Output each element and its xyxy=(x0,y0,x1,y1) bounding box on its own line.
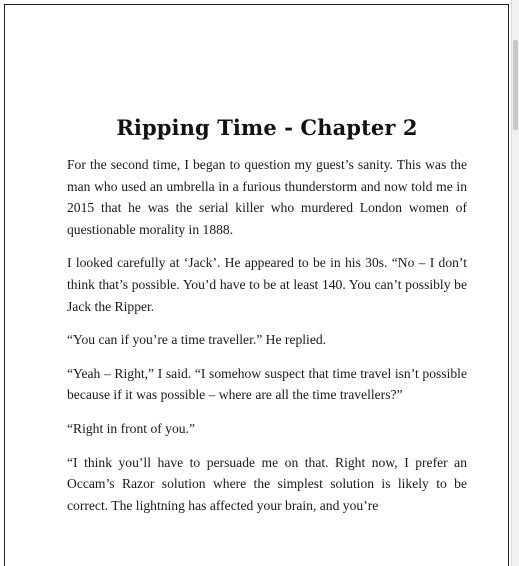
paragraph: “You can if you’re a time traveller.” He replied. xyxy=(67,332,327,348)
paragraph: “Right in front of you.” xyxy=(67,420,195,436)
document-page xyxy=(4,4,509,566)
paragraph: “I think you’ll have to persuade me on that. Right now, I prefer an Occam’s Razor solution where the simplest solution is likely to be correct. The lightning has affected your brain, and you’re xyxy=(67,454,467,513)
chapter-title: Ripping Time - Chapter 2 xyxy=(116,115,418,140)
paragraph: For the second time, I began to question my guest’s sanity. This was the man who used an umbrella in a furious thunderstorm and now told me in 2015 that he was the serial killer who murdered London women of questionable morality in 1888. xyxy=(67,157,467,237)
scrollbar-thumb[interactable] xyxy=(513,40,518,130)
paragraph: I looked carefully at ‘Jack’. He appeared to be in his 30s. “No – I don’t think that’s possible. You’d have to be at least 140. You can’t possibly be Jack the Ripper. xyxy=(67,255,467,314)
vertical-scrollbar[interactable] xyxy=(511,0,519,566)
page-content xyxy=(67,115,467,528)
paragraph: “Yeah – Right,” I said. “I somehow suspect that time travel isn’t possible because if it was possible – where are all the time travellers?” xyxy=(67,365,467,403)
